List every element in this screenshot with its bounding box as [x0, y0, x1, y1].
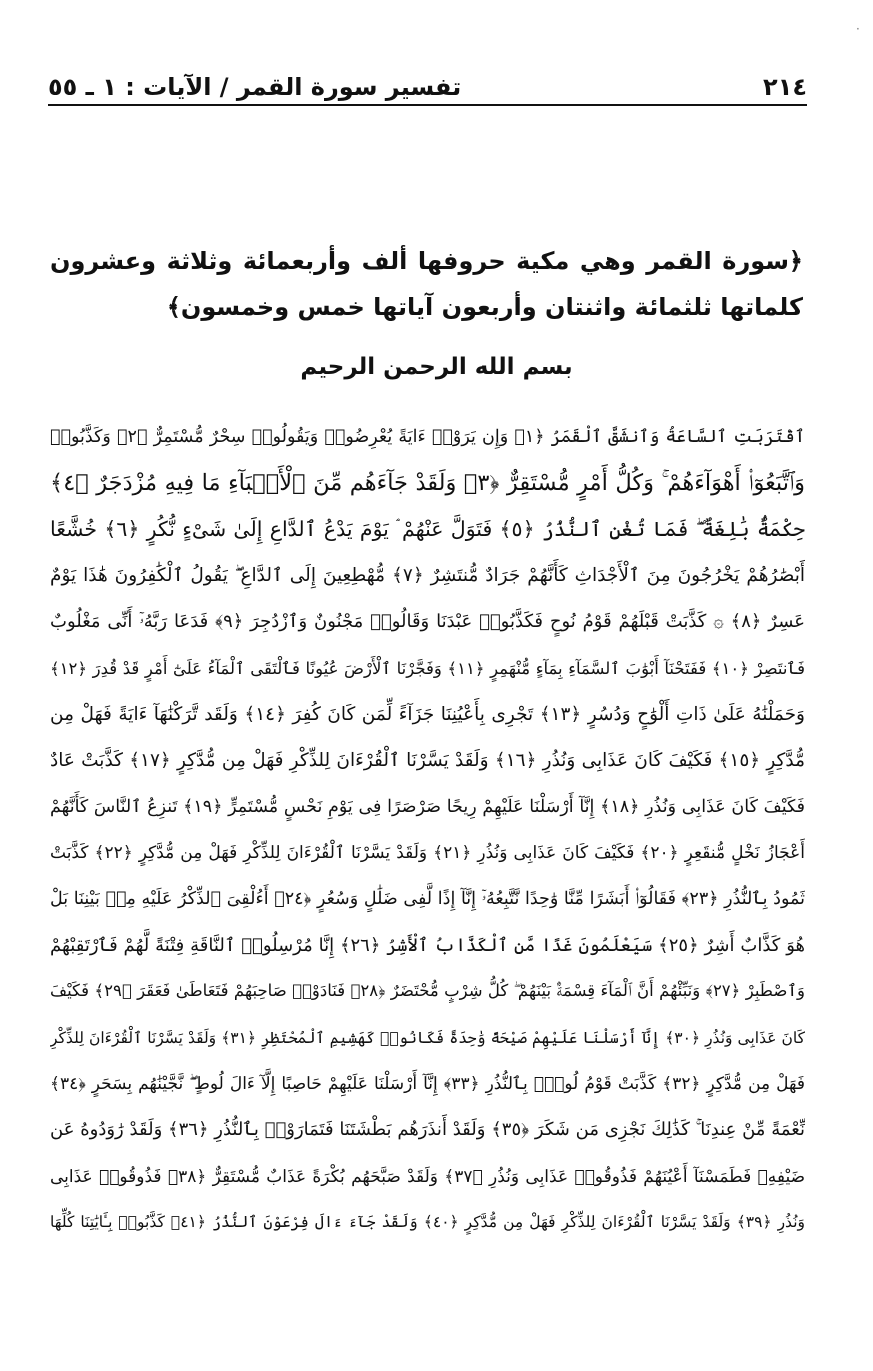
- verse-line-text: وَٱصْطَبِرْ ﴿٢٧﴾ وَنَبِّئْهُمْ أَنَّ ٱلْمَآءَ قِسْمَةٌۢ بَيْنَهُمْ ۖ كُلُّ شِرْبٍ مُّحْتَضَرٌ ﴿٢٨﴾ فَنَادَوْا۟ صَاحِبَهُمْ فَتَعَاطَىٰ فَعَقَرَ ﴿٢٩﴾ فَكَيْفَ: [50, 981, 805, 1001]
- header-rule: [48, 104, 807, 106]
- verse-line: [50, 1107, 805, 1153]
- verse-line-text: هُوَ كَذَّابٌ أَشِرٌ ﴿٢٥﴾ سَيَعْلَمُونَ غَدًا مَّنِ ٱلْكَذَّابُ ٱلْأَشِرُ ﴿٢٦﴾ إِنَّا مُرْسِلُوا۟ ٱلنَّاقَةِ فِتْنَةً لَّهُمْ فَٱرْتَقِبْهُمْ: [50, 934, 805, 956]
- verse-line: [50, 506, 805, 552]
- verse-line-text: أَعْجَازُ نَخْلٍ مُّنقَعِرٍ ﴿٢٠﴾ فَكَيْفَ كَانَ عَذَابِى وَنُذُرِ ﴿٢١﴾ وَلَقَدْ يَسَّرْنَا ٱلْقُرْءَانَ لِلذِّكْرِ فَهَلْ مِن مُّدَّكِرٍ ﴿٢٢﴾ كَذَّبَتْ: [50, 843, 805, 864]
- verse-line: [50, 737, 805, 783]
- verse-line: [50, 1061, 805, 1107]
- running-title: تفسير سورة القمر / الآيات : ١ ـ ٥٥: [48, 73, 462, 101]
- page-header: [48, 62, 807, 102]
- corner-mark: ·: [856, 22, 860, 36]
- verse-line-text: فَٱنتَصِرْ ﴿١٠﴾ فَفَتَحْنَآ أَبْوَٰبَ ٱلسَّمَآءِ بِمَآءٍ مُّنْهَمِرٍ ﴿١١﴾ وَفَجَّرْنَا ٱلْأَرْضَ عُيُونًا فَٱلْتَقَى ٱلْمَآءُ عَلَىٰٓ أَمْرٍ قَدْ قُدِرَ ﴿١٢﴾: [50, 658, 805, 678]
- quran-verses: [50, 414, 805, 1245]
- verse-line: [50, 460, 805, 506]
- verse-line: [50, 599, 805, 645]
- verse-line-text: وَنُذُرِ ﴿٣٩﴾ وَلَقَدْ يَسَّرْنَا ٱلْقُرْءَانَ لِلذِّكْرِ فَهَلْ مِن مُّدَّكِرٍ ﴿٤٠﴾ وَلَقَدْ جَآءَ ءَالَ فِرْعَوْنَ ٱلنُّذُرُ ﴿٤١﴾ كَذَّبُوا۟ بِـَٔايَٰتِنَا كُلِّهَا: [50, 1213, 805, 1232]
- verse-line-text: كَانَ عَذَابِى وَنُذُرِ ﴿٣٠﴾ إِنَّآ أَرْسَلْنَا عَلَيْهِمْ صَيْحَةً وَٰحِدَةً فَكَانُوا۟ كَهَشِيمِ ٱلْمُحْتَظِرِ ﴿٣١﴾ وَلَقَدْ يَسَّرْنَا ٱلْقُرْءَانَ لِلذِّكْرِ: [50, 1028, 805, 1047]
- verse-line: [50, 968, 805, 1014]
- page-number: ٢١٤: [763, 73, 807, 101]
- verse-line: [50, 1153, 805, 1199]
- verse-line-text: مُّدَّكِرٍ ﴿١٥﴾ فَكَيْفَ كَانَ عَذَابِى وَنُذُرِ ﴿١٦﴾ وَلَقَدْ يَسَّرْنَا ٱلْقُرْءَانَ لِلذِّكْرِ فَهَلْ مِن مُّدَّكِرٍ ﴿١٧﴾ كَذَّبَتْ عَادٌ: [50, 749, 805, 771]
- verse-line: [50, 830, 805, 876]
- surah-introduction: ﴿سورة القمر وهي مكية حروفها ألف وأربعمائة وثلاثة وعشرون كلماتها ثلثمائة واثنتان وأربعون آياتها خمس وخمسون﴾: [50, 247, 803, 321]
- verse-line-text: عَسِرٌ ﴿٨﴾ ۞ كَذَّبَتْ قَبْلَهُمْ قَوْمُ نُوحٍ فَكَذَّبُوا۟ عَبْدَنَا وَقَالُوا۟ مَجْنُونٌ وَٱزْدُجِرَ ﴿٩﴾ فَدَعَا رَبَّهُۥٓ أَنِّى مَغْلُوبٌ: [50, 611, 805, 633]
- verse-line-text: نِّعْمَةً مِّنْ عِندِنَا ۚ كَذَٰلِكَ نَجْزِى مَن شَكَرَ ﴿٣٥﴾ وَلَقَدْ أَنذَرَهُم بَطْشَتَنَا فَتَمَارَوْا۟ بِٱلنُّذُرِ ﴿٣٦﴾ وَلَقَدْ رَٰوَدُوهُ عَن: [50, 1119, 805, 1141]
- verse-line-text: ٱقْتَرَبَتِ ٱلسَّاعَةُ وَٱنشَقَّ ٱلْقَمَرُ ﴿١﴾ وَإِن يَرَوْا۟ ءَايَةً يُعْرِضُوا۟ وَيَقُولُوا۟ سِحْرٌ مُّسْتَمِرٌّ ﴿٢﴾ وَكَذَّبُوا۟: [50, 427, 805, 448]
- verse-line: [50, 1014, 805, 1060]
- basmala: بسم الله الرحمن الرحيم: [300, 354, 573, 380]
- verse-line-text: أَبْصَٰرُهُمْ يَخْرُجُونَ مِنَ ٱلْأَجْدَاثِ كَأَنَّهُمْ جَرَادٌ مُّنتَشِرٌ ﴿٧﴾ مُّهْطِعِينَ إِلَى ٱلدَّاعِ ۖ يَقُولُ ٱلْكَٰفِرُونَ هَٰذَا يَوْمٌ: [50, 565, 805, 587]
- verse-line: [50, 691, 805, 737]
- verse-line: [50, 784, 805, 830]
- verse-line: [50, 553, 805, 599]
- verse-line: [50, 876, 805, 922]
- verse-line-text: وَحَمَلْنَٰهُ عَلَىٰ ذَاتِ أَلْوَٰحٍ وَدُسُرٍ ﴿١٣﴾ تَجْرِى بِأَعْيُنِنَا جَزَآءً لِّمَن كَانَ كُفِرَ ﴿١٤﴾ وَلَقَد تَّرَكْنَٰهَآ ءَايَةً فَهَلْ مِن: [50, 703, 805, 725]
- verse-line: [50, 414, 805, 460]
- verse-line-text: وَٱتَّبَعُوٓا۟ أَهْوَآءَهُمْ ۚ وَكُلُّ أَمْرٍ مُّسْتَقِرٌّ ﴿٣﴾ وَلَقَدْ جَآءَهُم مِّنَ ٱلْأَنۢبَآءِ مَا فِيهِ مُزْدَجَرٌ ﴿٤﴾: [50, 470, 805, 497]
- verse-line-text: ثَمُودُ بِٱلنُّذُرِ ﴿٢٣﴾ فَقَالُوٓا۟ أَبَشَرًا مِّنَّا وَٰحِدًا نَّتَّبِعُهُۥٓ إِنَّآ إِذًا لَّفِى ضَلَٰلٍ وَسُعُرٍ ﴿٢٤﴾ أَءُلْقِىَ ٱلذِّكْرُ عَلَيْهِ مِنۢ بَيْنِنَا بَلْ: [50, 888, 805, 909]
- verse-line: [50, 645, 805, 691]
- verse-line-text: حِكْمَةٌۢ بَٰلِغَةٌ ۖ فَمَا تُغْنِ ٱلنُّذُرُ ﴿٥﴾ فَتَوَلَّ عَنْهُمْ ۘ يَوْمَ يَدْعُ ٱلدَّاعِ إِلَىٰ شَىْءٍ نُّكُرٍ ﴿٦﴾ خُشَّعًا: [50, 516, 805, 541]
- verse-line-text: ضَيْفِهِۦ فَطَمَسْنَآ أَعْيُنَهُمْ فَذُوقُوا۟ عَذَابِى وَنُذُرِ ﴿٣٧﴾ وَلَقَدْ صَبَّحَهُم بُكْرَةً عَذَابٌ مُّسْتَقِرٌّ ﴿٣٨﴾ فَذُوقُوا۟ عَذَابِى: [50, 1166, 805, 1187]
- verse-line: [50, 1199, 805, 1245]
- verse-line-text: فَكَيْفَ كَانَ عَذَابِى وَنُذُرِ ﴿١٨﴾ إِنَّآ أَرْسَلْنَا عَلَيْهِمْ رِيحًا صَرْصَرًا فِى يَوْمِ نَحْسٍ مُّسْتَمِرٍّ ﴿١٩﴾ تَنزِعُ ٱلنَّاسَ كَأَنَّهُمْ: [50, 796, 805, 817]
- verse-line: [50, 922, 805, 968]
- verse-line-text: فَهَلْ مِن مُّدَّكِرٍ ﴿٣٢﴾ كَذَّبَتْ قَوْمُ لُوطٍۭ بِٱلنُّذُرِ ﴿٣٣﴾ إِنَّآ أَرْسَلْنَا عَلَيْهِمْ حَاصِبًا إِلَّآ ءَالَ لُوطٍ ۖ نَّجَّيْنَٰهُم بِسَحَرٍ ﴿٣٤﴾: [50, 1074, 805, 1095]
